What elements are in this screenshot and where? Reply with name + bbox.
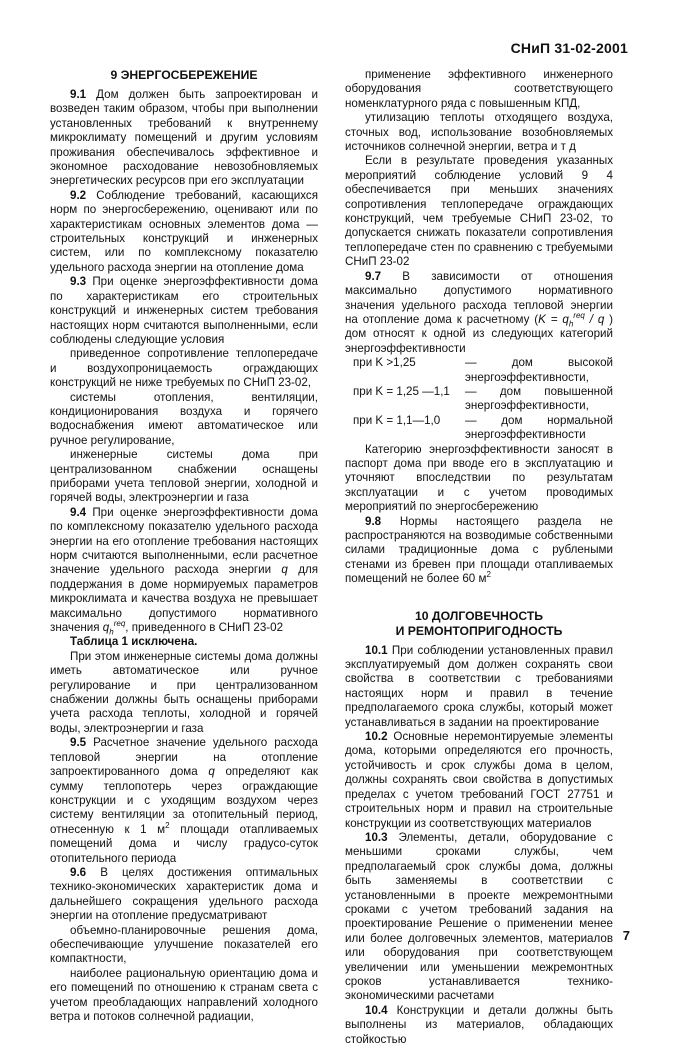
clause-text: Элементы, детали, оборудование с меньшими сроками службы, чем предполагаемый срок службы дома, должны быть заменяемы в соответствии с установленными в проекте межремонтными сроками с учетом требований задания на проектирование Решение о применении менее или более долговечных элементов, материалов или оборудования при соответствующем увеличении или уменьшении межремонтных сроков устанавливается технико-экономическими расчетами — [345, 830, 613, 1003]
clause-text: Соблюдение требований, касающихся норм по энергосбережению, оценивают или по характеристикам основных элементов дома — строительных конструкций и инженерных систем, или по комплексному показателю удельного расхода энергии на отопление дома — [50, 188, 318, 274]
formula-k: $K = q_h^{req} / q$ — [538, 311, 605, 329]
clause-number: 9.2 — [70, 188, 87, 202]
clause-number: 9.8 — [365, 514, 382, 528]
paragraph-10-1 — [345, 644, 613, 730]
document-code: СНиП 31-02-2001 — [510, 40, 628, 56]
clause-text: для поддержания в доме нормируемых параметров микроклимата и качества воздуха не превышает максимально допустимого нормативного значения — [50, 563, 318, 635]
paragraph-insulation-note: Если в результате проведения указанных мероприятий соблюдение условий 9 4 обеспечивается при меньших значениях сопротивления теплопередаче ограждающих конструкций, чем требуемые СНиП 23-02, то допускается снижать показатели сопротивления теплопередаче стен по сравнению с требуемыми СНиП 23-02 — [345, 154, 613, 269]
paragraph-passport: Категорию энергоэффективности заносят в паспорт дома при вводе его в эксплуатацию и уточняют впоследствии по результатам эксплуатации и с учетом проводимых мероприятий по энергосбережению — [345, 442, 613, 514]
category-condition: при K >1,25 — [353, 356, 416, 370]
clause-number: 10.3 — [365, 830, 388, 844]
paragraph-9-3 — [50, 275, 318, 347]
paragraph-10-2 — [345, 730, 613, 831]
page-number: 7 — [622, 928, 630, 943]
clause-number: 9.5 — [70, 736, 87, 750]
category-description: — дом нормальной энергоэффективности — [465, 413, 613, 442]
energy-category-list — [345, 356, 613, 442]
paragraph-9-1 — [50, 88, 318, 189]
clause-text: Расчетное значение удельного расхода тепловой энергии на отопление запроектированного дома — [50, 736, 318, 779]
clause-text: Конструкции и детали должны быть выполнены из материалов, обладающих стойкостью — [345, 1003, 613, 1046]
superscript-2: 2 — [165, 820, 170, 830]
measure-item: применение эффективного инженерного оборудования соответствующего номенклатурного ряда с повышенным КПД, — [345, 68, 613, 110]
right-column — [345, 68, 613, 1047]
table-excluded-note: Таблица 1 исключена. — [70, 635, 198, 649]
clause-text: , приведенного в СНиП 23-02 — [125, 621, 284, 635]
clause-number: 9.6 — [70, 865, 87, 879]
paragraph-9-8 — [345, 515, 613, 587]
category-condition: при K = 1,1—1,0 — [353, 413, 441, 427]
measure-item: наиболее рациональную ориентацию дома и его помещений по отношению к странам света с учетом преобладающих направлений холодного ветра и потоков солнечной радиации, — [50, 966, 318, 1023]
left-column — [50, 68, 318, 1024]
section-10-title: 10 ДОЛГОВЕЧНОСТЬ И РЕМОНТОПРИГОДНОСТЬ — [395, 608, 563, 638]
measure-item: объемно-планировочные решения дома, обеспечивающие улучшение показателей его компактности, — [50, 923, 318, 966]
clause-text: В зависимости от отношения максимально допустимого нормативного значения удельного расхода тепловой энергии на отопление дома к расчетному ( — [345, 269, 613, 326]
measure-item: утилизацию теплоты отходящего воздуха, сточных вод, использование возобновляемых источников солнечной энергии, ветра и т д — [345, 111, 613, 154]
clause-number: 9.4 — [70, 505, 87, 519]
condition-item: приведенное сопротивление теплопередаче и воздухопроницаемость ограждающих конструкций не ниже требуемых по СНиП 23-02, — [50, 347, 318, 390]
clause-number: 9.1 — [70, 88, 87, 101]
paragraph-9-4 — [50, 506, 318, 636]
category-row — [345, 356, 613, 385]
variable-qh-req: $q_h^{req}$ — [102, 619, 126, 637]
paragraph-9-2 — [50, 189, 318, 275]
paragraph-9-6 — [50, 866, 318, 924]
section-9-title: 9 ЭНЕРГОСБЕРЕЖЕНИЕ — [110, 68, 258, 82]
paragraph-10-4 — [345, 1004, 613, 1047]
clause-text: Нормы настоящего раздела не распространяются на возводимые собственными силами традиционные дома с рублеными стенами из бревен при площади отапливаемых помещений не более 60 м — [345, 514, 613, 586]
category-description: — дом высокой энергоэффективности, — [465, 356, 613, 384]
category-row — [345, 385, 613, 414]
condition-item: инженерные системы дома при централизованном снабжении оснащены приборами учета тепловой энергии, холодной и горячей воды, электроэнергии и газа — [50, 448, 318, 505]
paragraph-9-7 — [345, 270, 613, 356]
clause-text: При оценке энергоэффективности дома по характеристикам его строительных конструкций и инженерных систем требования настоящих норм считаются выполненными, если соблюдены следующие условия — [50, 275, 318, 346]
paragraph-10-3 — [345, 831, 613, 1004]
clause-text: При соблюдении установленных правил эксплуатируемый дом должен сохранять свои свойства в соответствии с требованиями настоящих норм и правил в течение предполагаемого срока службы, который может устанавливаться в задании на проектирование — [345, 643, 613, 729]
category-description: — дом повышенной энергоэффективности, — [465, 384, 613, 413]
category-condition: при K = 1,25 —1,1 — [353, 384, 450, 398]
clause-number: 10.4 — [365, 1003, 388, 1017]
category-row — [345, 414, 613, 443]
clause-number: 10.2 — [365, 730, 388, 744]
clause-text: Дом должен быть запроектирован и возведен таким образом, чтобы при выполнении установленных требований к внутреннему микроклимату помещений и другим условиям проживания обеспечивалось эффективное и экономное расходование невозобновляемых энергетических ресурсов при его эксплуатации — [50, 88, 318, 188]
paragraph-9-5 — [50, 736, 318, 866]
variable-q: q — [208, 765, 215, 779]
clause-text: определяют как сумму теплопотерь через ограждающие конструкции и с уходящим воздухом через систему вентиляции за отопительный период, отнесенную к 1 м — [50, 765, 318, 836]
clause-number: 9.7 — [365, 269, 382, 283]
clause-text: Основные неремонтируемые элементы дома, которыми определяются его прочность, устойчивость и срок службы дома в целом, должны сохранять свои свойства в допустимых пределах с учетом требований ГОСТ 27751 и строительных норм и правил на строительные конструкции из соответствующих материалов — [345, 730, 613, 830]
paragraph-table-after: При этом инженерные системы дома должны иметь автоматическое или ручное регулирование и при централизованном снабжении должны быть оснащены приборами учета расхода теплоты, холодной и горячей воды, электроэнергии и газа — [50, 649, 318, 735]
variable-q: q — [281, 563, 288, 577]
clause-text: ) дом относят к одной из следующих категорий энергоэффективности — [345, 312, 613, 355]
clause-number: 9.3 — [70, 275, 87, 289]
clause-number: 10.1 — [365, 643, 388, 657]
condition-item: системы отопления, вентиляции, кондиционирования воздуха и горячего водоснабжения имеют автоматическое или ручное регулирование, — [50, 390, 318, 447]
clause-text: При оценке энергоэффективности дома по комплексному показателю удельного расхода энергии на его отопление требования настоящих норм считаются выполненными, если расчетное значение удельного расхода энергии — [50, 505, 318, 577]
clause-text: В целях достижения оптимальных технико-экономических характеристик дома и дальнейшего сокращения удельного расхода энергии на отопление предусматривают — [50, 865, 318, 923]
superscript-2: 2 — [486, 570, 491, 580]
clause-text: площади отапливаемых помещений дома и числу градусо-суток отопительного периода — [50, 822, 318, 865]
